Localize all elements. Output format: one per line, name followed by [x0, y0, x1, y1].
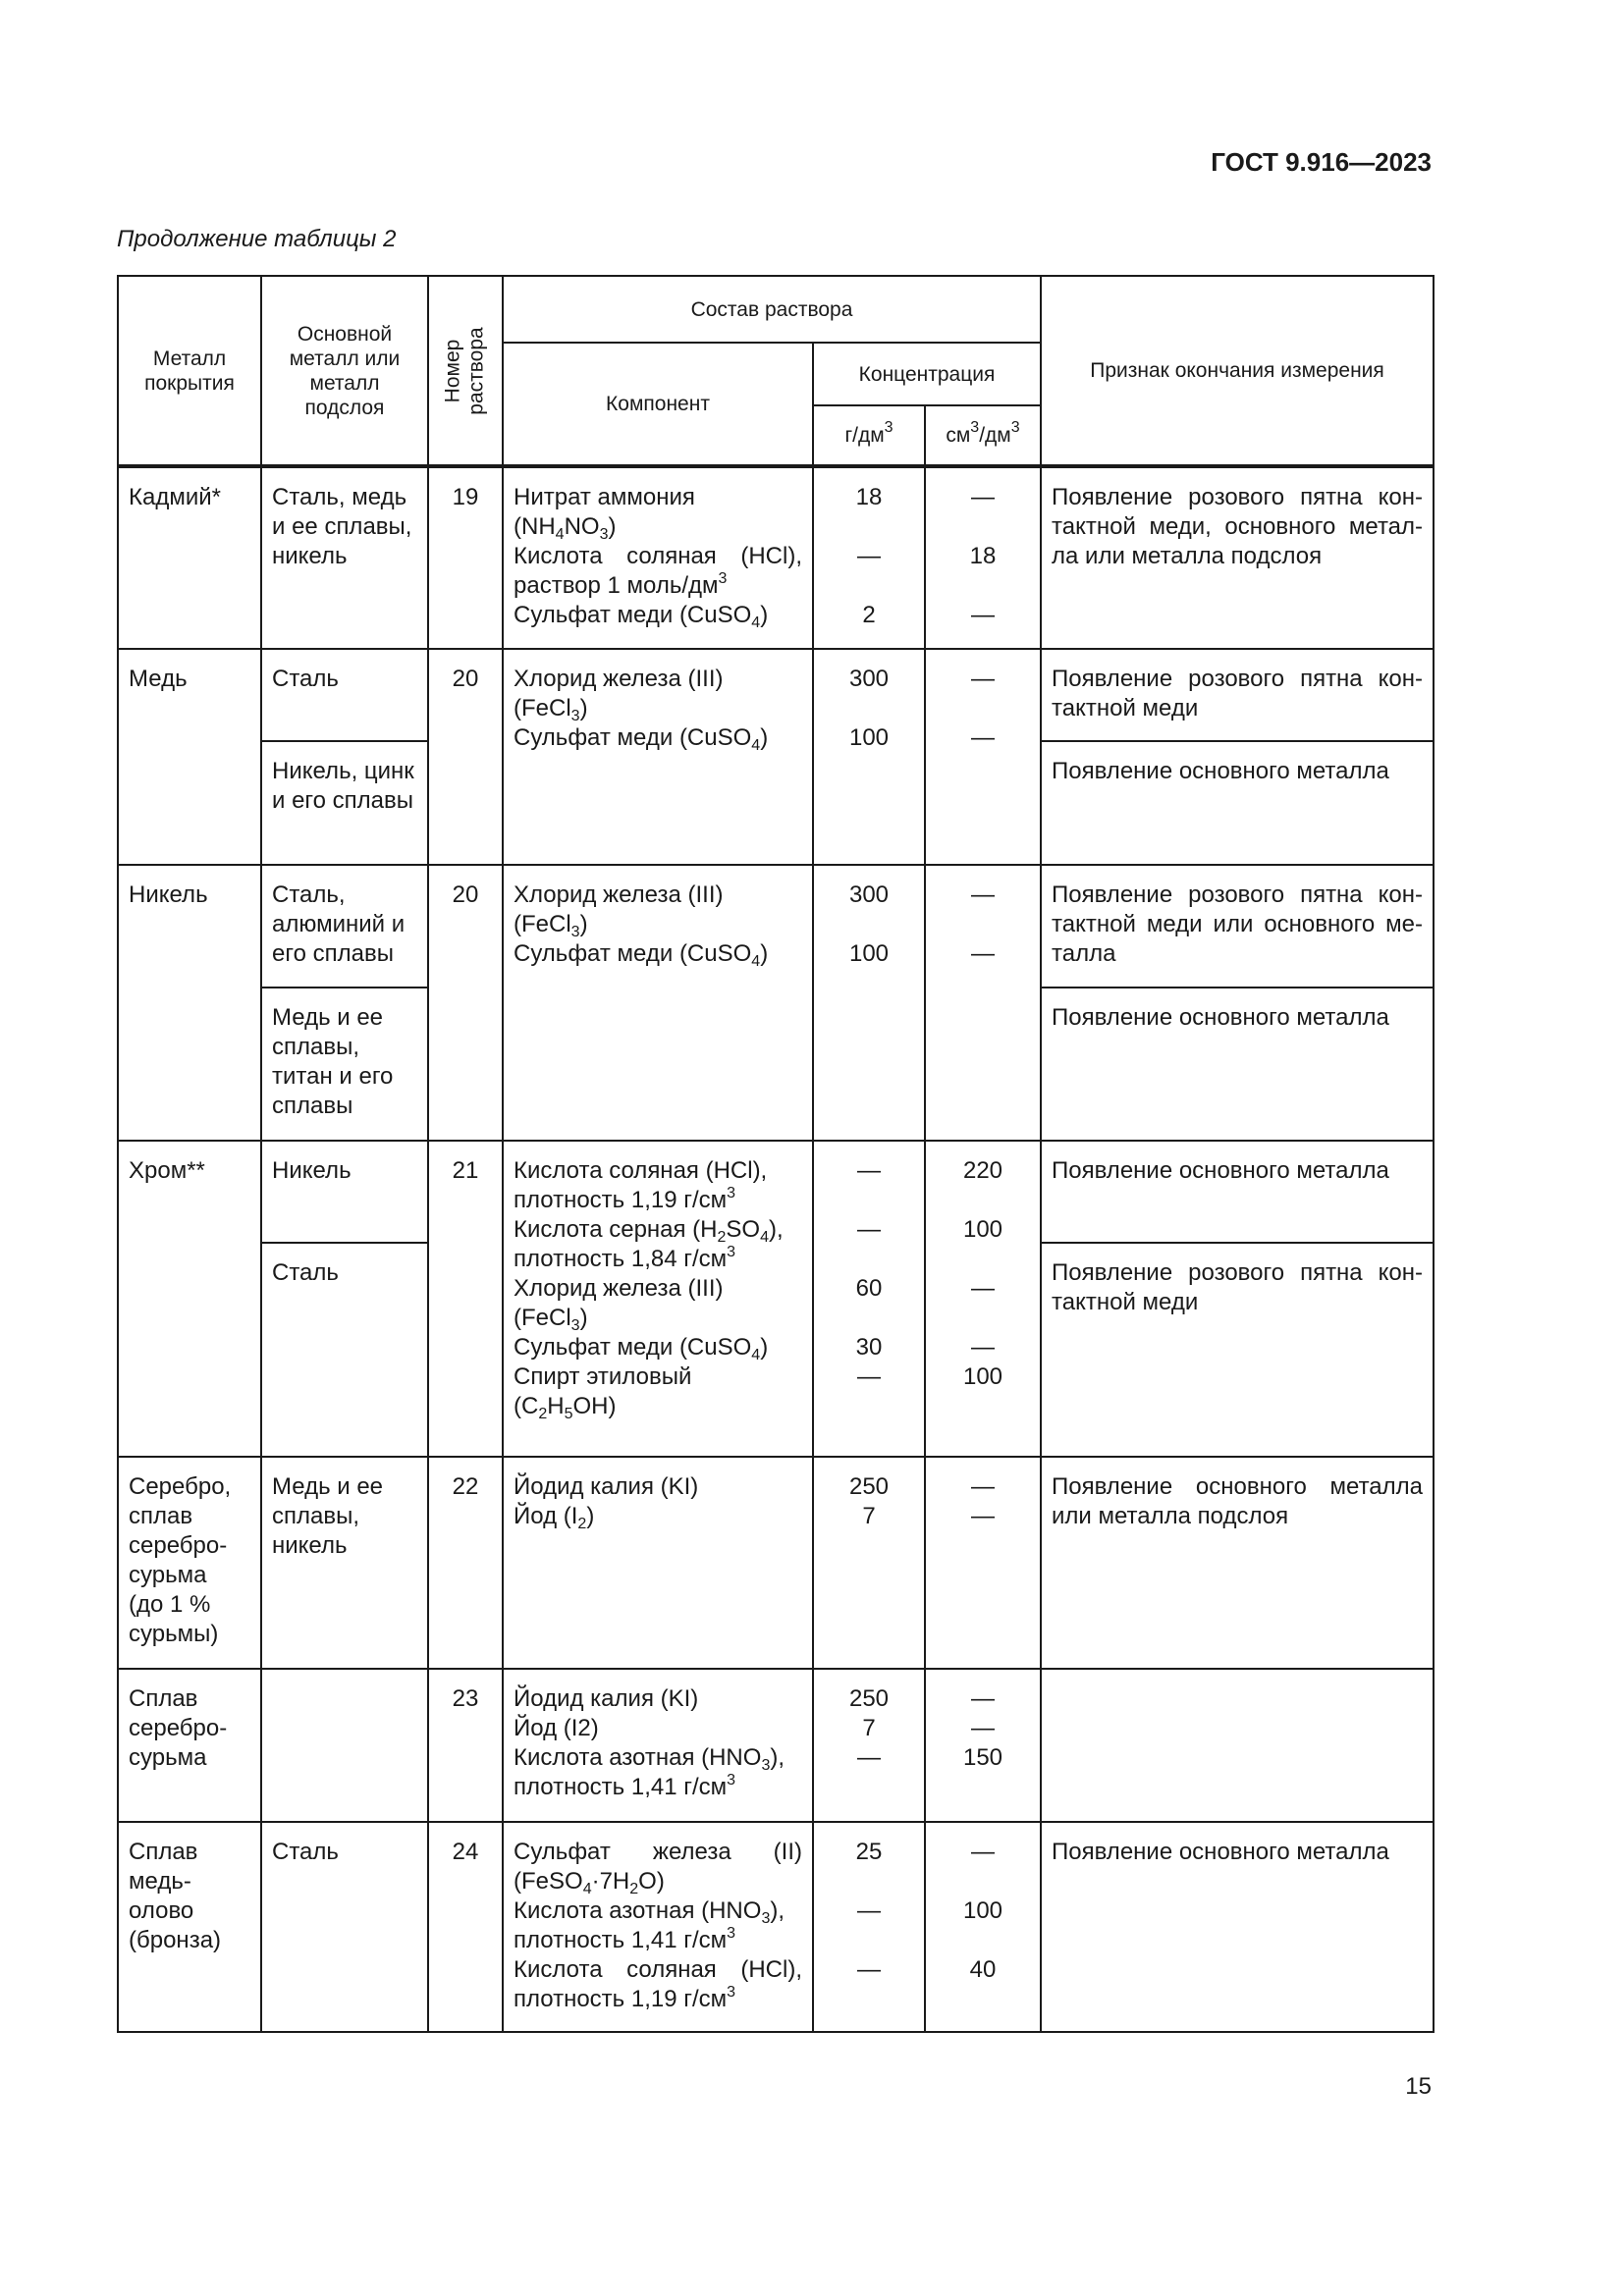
- base-metal-cell: Медь и ее сплавы, никель: [261, 1457, 428, 1669]
- solution-number-cell: 22: [428, 1457, 503, 1669]
- header-component: Компонент: [503, 343, 813, 466]
- concentration-cm-cell: — —: [925, 649, 1041, 865]
- metal-cell: Медь: [118, 649, 261, 865]
- criterion-cell: Появление основного металла: [1041, 741, 1434, 865]
- criterion-cell: Появление розового пятна кон- тактной меди: [1041, 1243, 1434, 1457]
- metal-cell: Кадмий*: [118, 466, 261, 649]
- criterion-cell: Появление основного металла или металла подслоя: [1041, 1457, 1434, 1669]
- table-caption: Продолжение таблицы 2: [117, 226, 397, 252]
- concentration-g-cell: 18 — 2: [813, 466, 925, 649]
- table-row: [118, 1822, 1434, 2032]
- concentration-cm-cell: — —: [925, 865, 1041, 1141]
- base-metal-cell: Никель, цинк и его сплавы: [261, 741, 428, 865]
- metal-cell: Сплав серебро- сурьма: [118, 1669, 261, 1822]
- concentration-g-cell: 250 7: [813, 1457, 925, 1669]
- header-concentration: Концентрация: [813, 343, 1041, 405]
- header-composition: Состав раствора: [503, 276, 1041, 343]
- solutions-table: [117, 275, 1435, 2033]
- criterion-cell: Появление розового пятна кон- тактной меди или основного ме- талла: [1041, 865, 1434, 988]
- concentration-cm-cell: — 18 —: [925, 466, 1041, 649]
- component-cell: Йодид калия (KI) Йод $(I_2)$: [503, 1457, 813, 1669]
- solution-number-cell: 20: [428, 865, 503, 1141]
- component-cell: Хлорид железа (III) (FeCl$_3$) Сульфат меди (CuSO$_4$): [503, 865, 813, 1141]
- solution-number-cell: 23: [428, 1669, 503, 1822]
- solution-number-cell: 24: [428, 1822, 503, 2032]
- concentration-g-cell: 250 7 —: [813, 1669, 925, 1822]
- header-cm3-dm3: $см^3/дм^3$: [925, 405, 1041, 466]
- metal-cell: Хром**: [118, 1141, 261, 1457]
- concentration-cm-cell: — 100 40: [925, 1822, 1041, 2032]
- component-cell: Сульфат железа (II) $(FeSO_4\cdot 7H_2O)$ Кислота азотная $(HNO_3)$, плотность 1,41 $г/см^3$ Кислота соляная (HCl), плотность 1,19 $г/см^3$: [503, 1822, 813, 2032]
- base-metal-cell: Сталь: [261, 1822, 428, 2032]
- concentration-g-cell: 25 — —: [813, 1822, 925, 2032]
- criterion-cell: Появление розового пятна кон- тактной меди, основного метал- ла или металла подслоя: [1041, 466, 1434, 649]
- component-cell: Хлорид железа (III) (FeCl$_3$) Сульфат меди (CuSO$_4$): [503, 649, 813, 865]
- metal-cell: Серебро, сплав серебро- сурьма (до 1 % сурьмы): [118, 1457, 261, 1669]
- page-number: 15: [1405, 2073, 1432, 2100]
- header-base-metal: Основной металл или металл подслоя: [261, 276, 428, 466]
- header-metal: Металл покрытия: [118, 276, 261, 466]
- concentration-cm-cell: — — 150: [925, 1669, 1041, 1822]
- component-cell: Йодид калия (KI) Йод (I2) Кислота азотная $(HNO_3)$, плотность 1,41 $г/см^3$: [503, 1669, 813, 1822]
- base-metal-cell: Медь и ее сплавы, титан и его сплавы: [261, 988, 428, 1141]
- component-cell: Кислота соляная (HCl), плотность 1,19 $г/см^3$ Кислота серная $(H_2SO_4)$, плотность 1,84 $г/см^3$ Хлорид железа (III) (FeCl$_3$) Сульфат меди (CuSO$_4$) Спирт этиловый $(C_2H_5OH)$: [503, 1141, 813, 1457]
- criterion-cell: Появление основного металла: [1041, 1141, 1434, 1243]
- table-row: [118, 649, 1434, 741]
- concentration-cm-cell: — —: [925, 1457, 1041, 1669]
- criterion-cell: Появление основного металла: [1041, 1822, 1434, 2032]
- concentration-cm-cell: 220 100 — — 100: [925, 1141, 1041, 1457]
- concentration-g-cell: — — 60 30 —: [813, 1141, 925, 1457]
- base-metal-cell: Сталь: [261, 1243, 428, 1457]
- base-metal-cell: [261, 1669, 428, 1822]
- header-solution-number: Номер раствора: [428, 276, 503, 466]
- table-row: [118, 466, 1434, 649]
- table-row: [118, 1669, 1434, 1822]
- standard-header: ГОСТ 9.916—2023: [1211, 147, 1432, 177]
- table-row: [118, 865, 1434, 988]
- base-metal-cell: Никель: [261, 1141, 428, 1243]
- table-row: [118, 1141, 1434, 1243]
- criterion-cell: [1041, 1669, 1434, 1822]
- table-row: [118, 1457, 1434, 1669]
- header-g-dm3: $г/дм^3$: [813, 405, 925, 466]
- criterion-cell: Появление основного металла: [1041, 988, 1434, 1141]
- metal-cell: Сплав медь- олово (бронза): [118, 1822, 261, 2032]
- base-metal-cell: Сталь, алюминий и его сплавы: [261, 865, 428, 988]
- header-criterion: Признак окончания измерения: [1041, 276, 1434, 466]
- concentration-g-cell: 300 100: [813, 865, 925, 1141]
- base-metal-cell: Сталь, медь и ее сплавы, никель: [261, 466, 428, 649]
- base-metal-cell: Сталь: [261, 649, 428, 741]
- solution-number-cell: 20: [428, 649, 503, 865]
- solution-number-cell: 19: [428, 466, 503, 649]
- solution-number-cell: 21: [428, 1141, 503, 1457]
- criterion-cell: Появление розового пятна кон- тактной меди: [1041, 649, 1434, 741]
- component-cell: Нитрат аммония $(NH_4NO_3)$ Кислота соляная (HCl), раствор 1 моль/$дм^3$ Сульфат меди (CuSO$_4$): [503, 466, 813, 649]
- metal-cell: Никель: [118, 865, 261, 1141]
- concentration-g-cell: 300 100: [813, 649, 925, 865]
